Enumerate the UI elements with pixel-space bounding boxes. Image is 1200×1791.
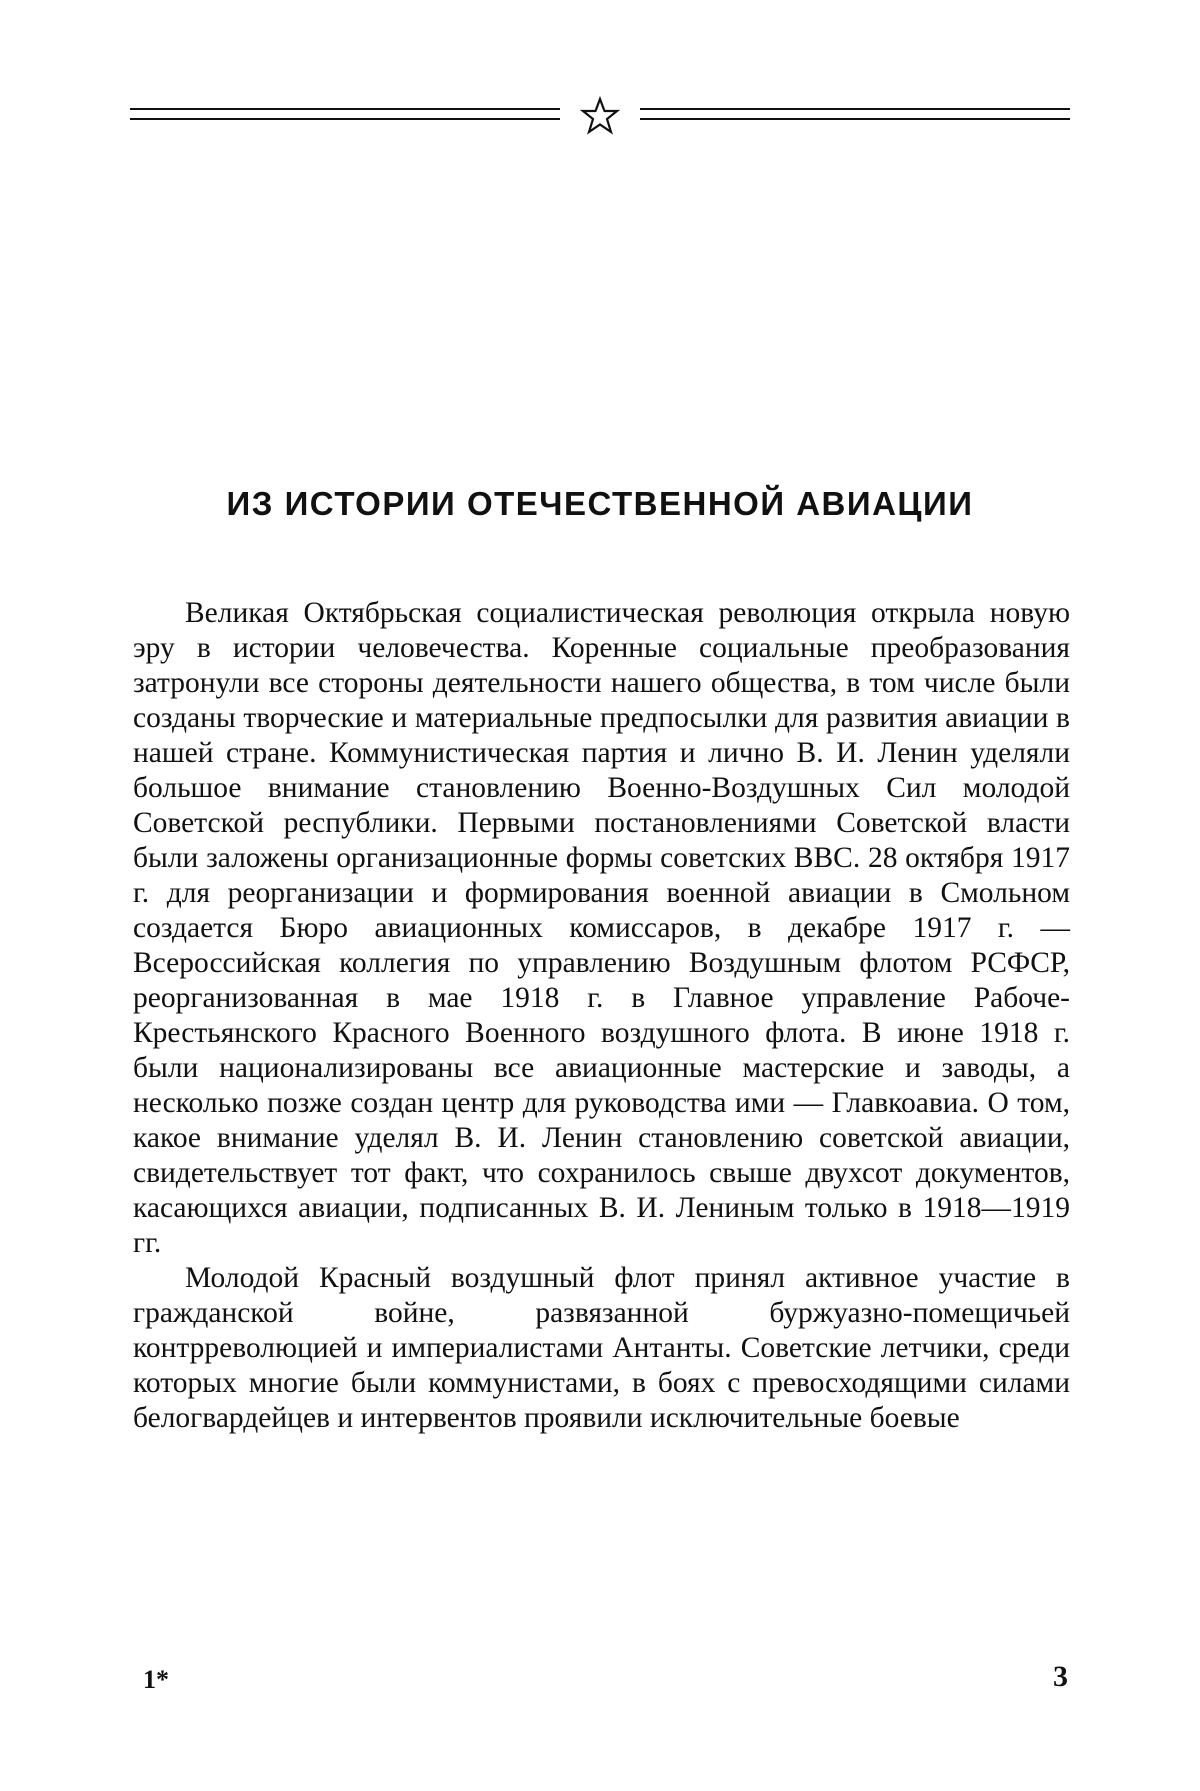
ornament-rule-right (640, 108, 1070, 124)
ornament-rule-left (130, 108, 560, 124)
star-icon (580, 96, 620, 136)
header-ornament (130, 96, 1070, 140)
paragraph: Великая Октябрьская социалистическая революция открыла новую эру в истории человечества. Коренные социальные преобразования затронули все стороны деятельности нашего общества, в том числе были созданы творческие и материальные предпосылки для развития авиации в нашей стране. Коммунистическая партия и лично В. И. Ленин уделяли большое внимание становлению Военно-Воздушных Сил молодой Советской республики. Первыми постановлениями Советской власти были заложены организационные формы советских ВВС. 28 октября 1917 г. для реорганизации и формирования военной авиации в Смольном создается Бюро авиационных комиссаров, в декабре 1917 г. — Всероссийская коллегия по управлению Воздушным флотом РСФСР, реорганизованная в мае 1918 г. в Главное управление Рабоче-Крестьянского Красного Военного воздушного флота. В июне 1918 г. были национализированы все авиационные мастерские и заводы, а несколько позже создан центр для руководства ими — Главкоавиа. О том, какое внимание уделял В. И. Ленин становлению советской авиации, свидетельствует тот факт, что сохранилось свыше двухсот документов, касающихся авиации, подписанных В. И. Лениным только в 1918—1919 гг. (133, 597, 1070, 1259)
chapter-title: ИЗ ИСТОРИИ ОТЕЧЕСТВЕННОЙ АВИАЦИИ (226, 485, 974, 522)
page-number: 3 (1053, 1660, 1068, 1693)
body-text (133, 596, 1070, 1436)
signature-mark: 1* (143, 1665, 169, 1694)
paragraph: Молодой Красный воздушный флот принял активное участие в гражданской войне, развязанной буржуазно-помещичьей контрреволюцией и империалистами Антанты. Советские летчики, среди которых многие были коммунистами, в боях с превосходящими силами белогвардейцев и интервентов проявили исключительные боевые (133, 1262, 1070, 1434)
